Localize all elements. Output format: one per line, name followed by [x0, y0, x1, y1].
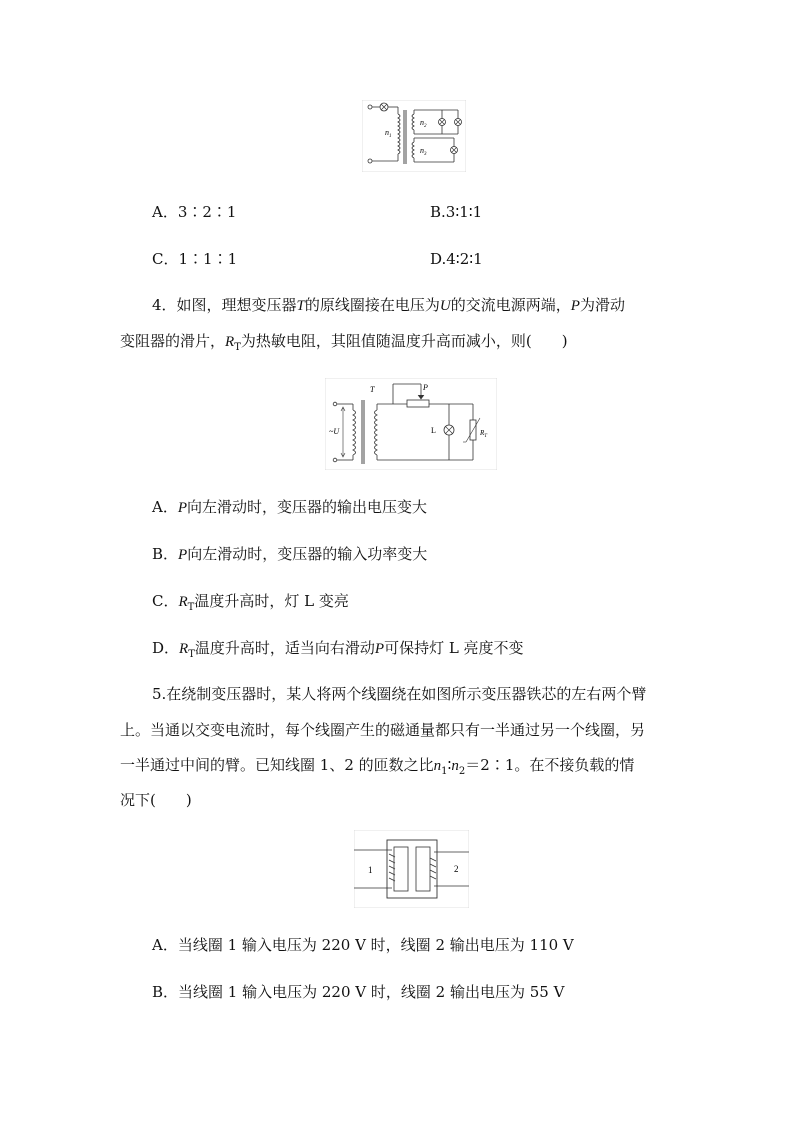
q5-stem-line-1: 5.在绕制变压器时，某人将两个线圈绕在如图所示变压器铁芯的左右两个臂 [152, 685, 647, 703]
q3-option-a[interactable]: A．3∶2∶1 [152, 203, 237, 221]
label-coil-2: 2 [454, 864, 459, 874]
q5-option-a[interactable]: A．当线圈 1 输入电压为 220 V 时，线圈 2 输出电压为 110 V [152, 936, 574, 954]
label-coil-1: 1 [368, 865, 373, 875]
figure-transformer-two-secondaries [362, 100, 466, 172]
label-u: ~U [329, 427, 340, 436]
q5-option-b[interactable]: B．当线圈 1 输入电压为 220 V 时，线圈 2 输出电压为 55 V [152, 983, 565, 1001]
label-t: T [370, 385, 375, 394]
q4-stem-line-2: 变阻器的滑片，$R_T$为热敏电阻，其阻值随温度升高而减小，则( ) [120, 332, 568, 353]
q3-option-d[interactable]: D.4∶2∶1 [430, 250, 483, 268]
label-p: P [423, 383, 428, 392]
q3-option-c[interactable]: C．1∶1∶1 [152, 250, 238, 268]
label-lamp: L [431, 426, 436, 435]
figure-transformer-rheostat-circuit [325, 378, 497, 470]
label-n1: $n_1$ [385, 128, 392, 139]
q4-stem-line-1: 4．如图，理想变压器T的原线圈接在电压为U的交流电源两端，P为滑动 [152, 296, 625, 314]
q3-option-b[interactable]: B.3∶1∶1 [430, 203, 483, 221]
q5-stem-line-3: 一半通过中间的臂。已知线圈 1、2 的匝数之比$n_1∶n_2=2∶1$。在不接负载的情 [120, 756, 635, 777]
label-n3: $n_3$ [420, 146, 427, 157]
q4-option-c[interactable]: C．$R_T$温度升高时，灯 L 变亮 [152, 592, 349, 613]
q5-stem-line-2: 上。当通以交变电流时，每个线圈产生的磁通量都只有一半通过另一个线圈，另 [120, 721, 646, 739]
q4-option-b[interactable]: B．P向左滑动时，变压器的输入功率变大 [152, 545, 428, 563]
label-n2: $n_2$ [420, 118, 427, 129]
figure-transformer-core-two-coils [354, 830, 469, 908]
q4-option-d[interactable]: D．$R_T$温度升高时，适当向右滑动P可保持灯 L 亮度不变 [152, 639, 524, 660]
q4-option-a[interactable]: A．P向左滑动时，变压器的输出电压变大 [152, 498, 428, 516]
q5-stem-line-4: 况下( ) [120, 791, 192, 809]
label-rt: $R_T$ [480, 429, 488, 439]
